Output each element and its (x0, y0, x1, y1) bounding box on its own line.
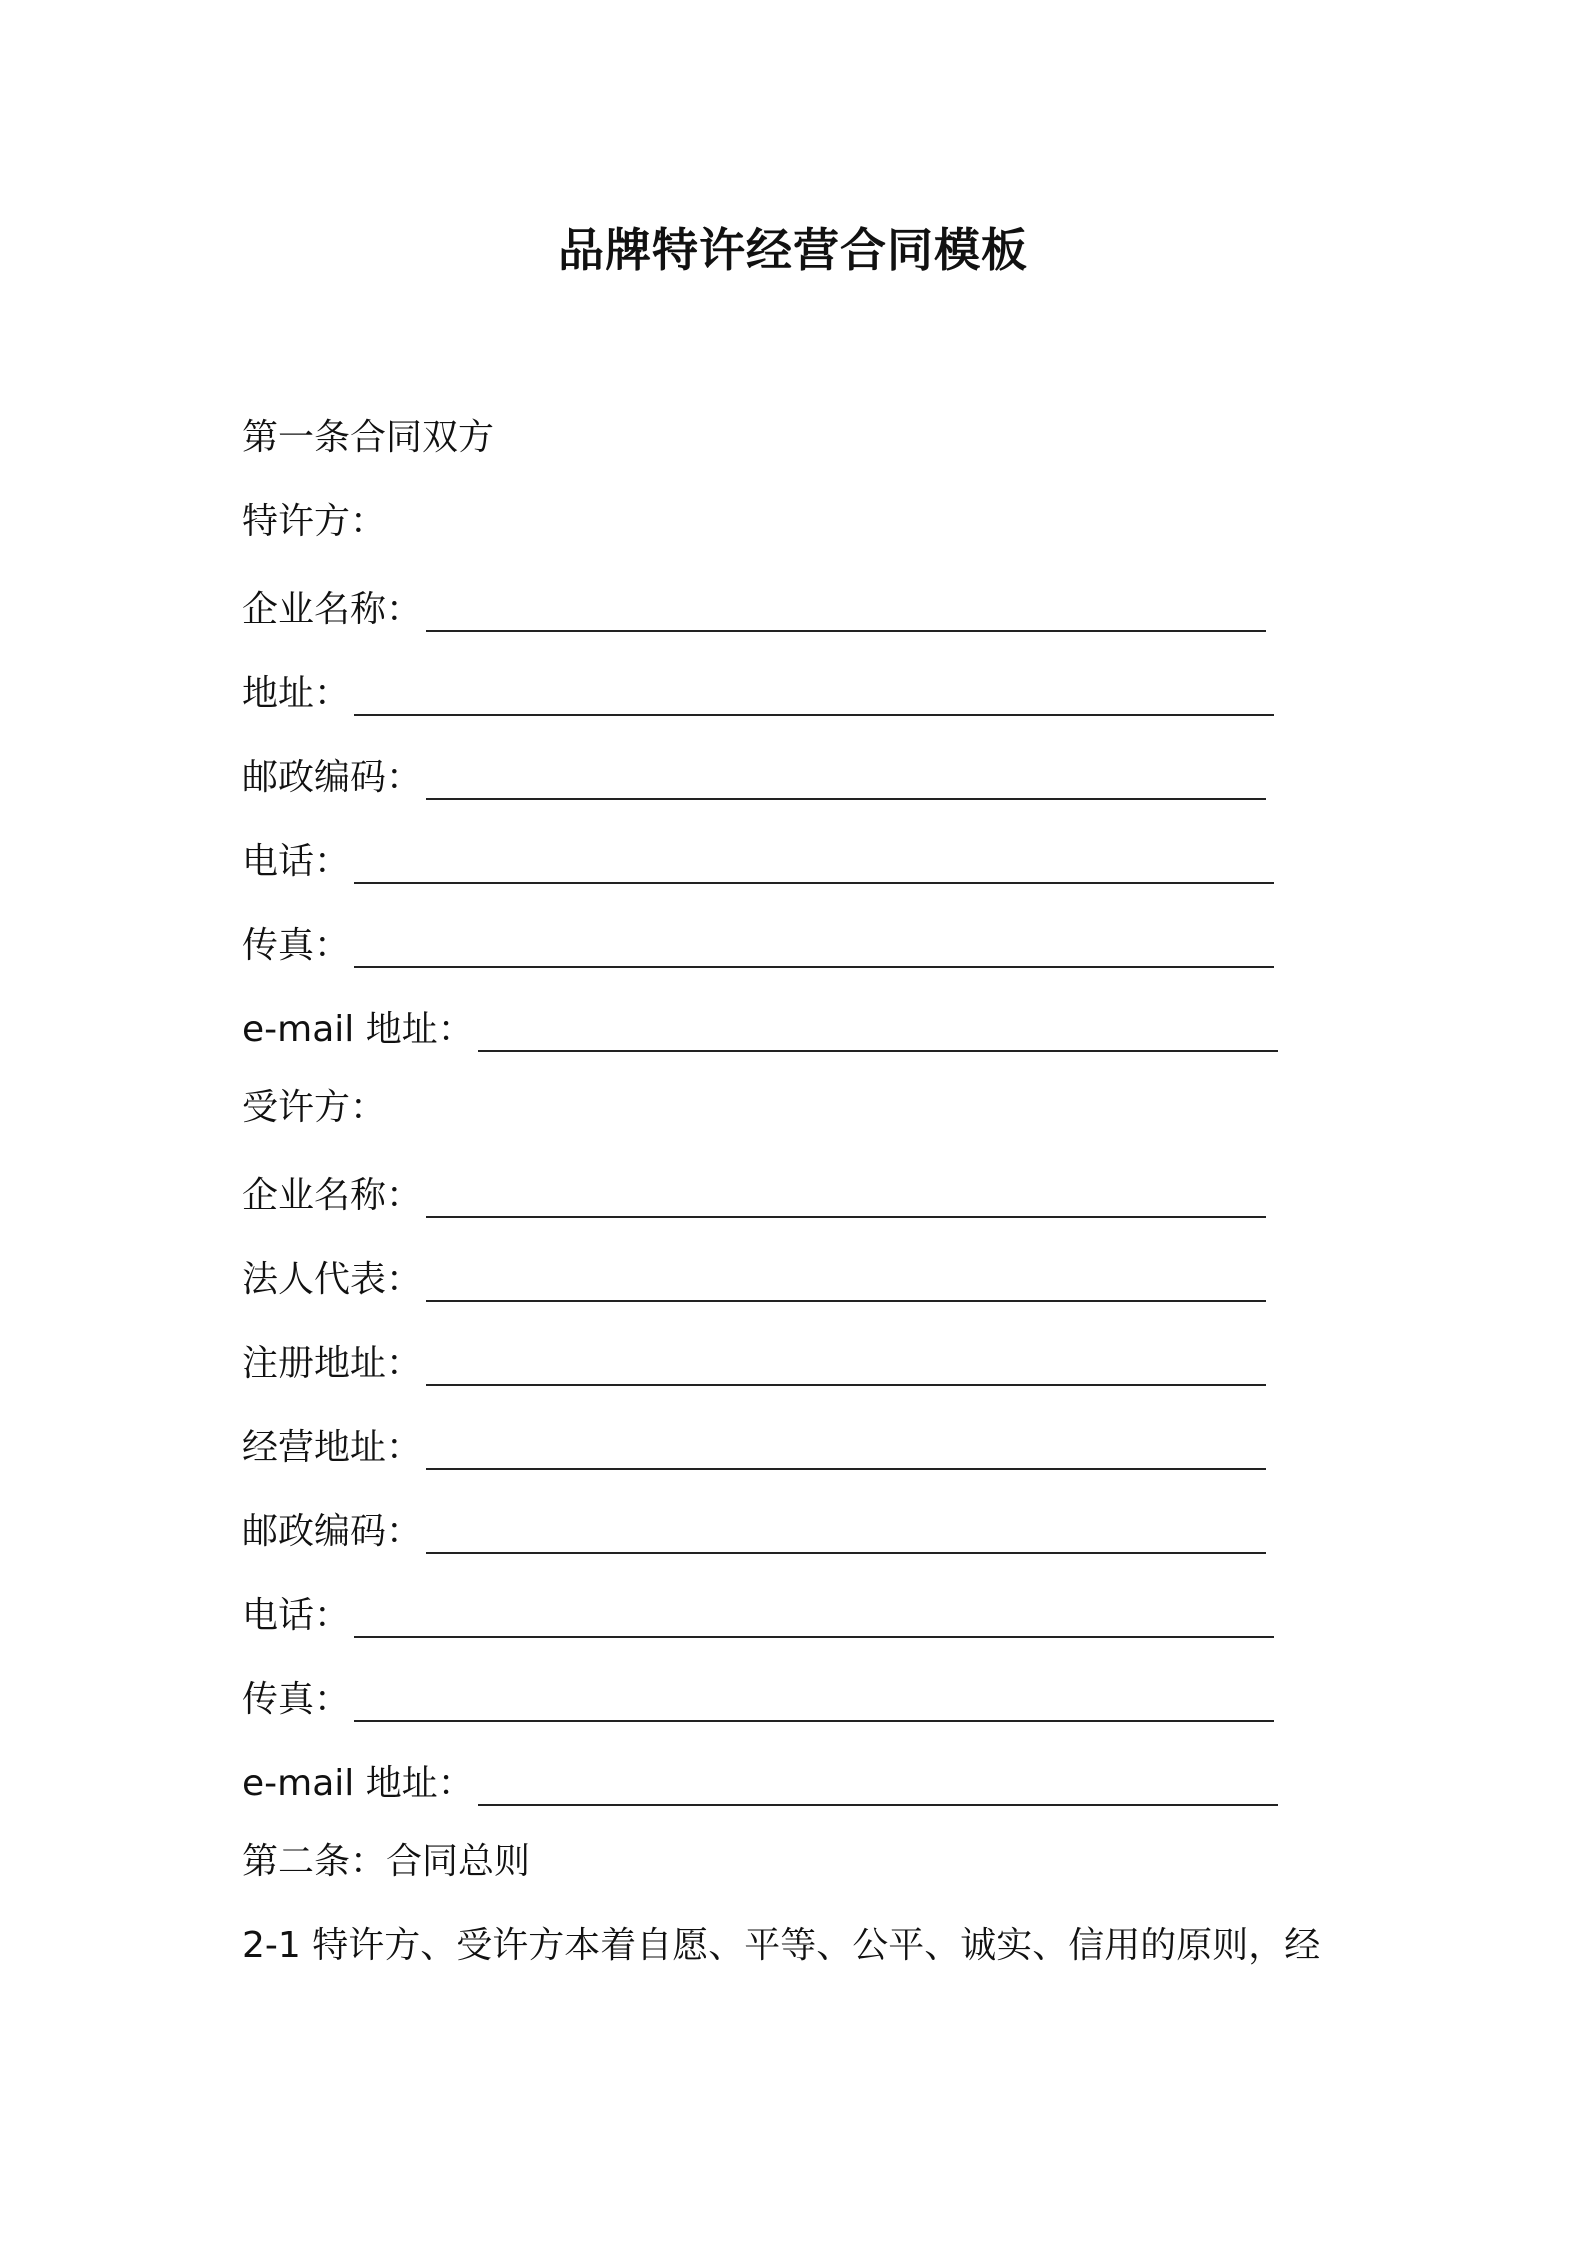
licensor-fax-field (242, 924, 1274, 968)
licensor-company-name-field (242, 588, 1266, 632)
article-1-heading: 第一条合同双方 (242, 417, 495, 458)
fill-in-blank[interactable] (426, 1344, 1266, 1386)
licensor-address-field (242, 672, 1274, 716)
fill-in-blank[interactable] (354, 842, 1274, 884)
field-label: 企业名称： (242, 1175, 423, 1216)
field-label: 经营地址： (242, 1427, 423, 1468)
field-label: 企业名称： (242, 589, 423, 630)
licensor-postal-code-field (242, 756, 1266, 800)
fill-in-blank[interactable] (478, 1010, 1278, 1052)
fill-in-blank[interactable] (426, 1176, 1266, 1218)
licensee-phone-field (242, 1594, 1274, 1638)
licensee-heading: 受许方： (242, 1087, 387, 1128)
clause-2-1: 2-1 特许方、受许方本着自愿、平等、公平、诚实、信用的原则，经 (242, 1925, 1321, 1966)
field-label: 地址： (242, 673, 351, 714)
field-label: 电话： (242, 841, 351, 882)
field-label: e-mail 地址： (242, 1009, 474, 1050)
fill-in-blank[interactable] (426, 1260, 1266, 1302)
fill-in-blank[interactable] (426, 1512, 1266, 1554)
field-label: 法人代表： (242, 1259, 423, 1300)
fill-in-blank[interactable] (426, 758, 1266, 800)
field-label: 邮政编码： (242, 1511, 423, 1552)
fill-in-blank[interactable] (426, 1428, 1266, 1470)
licensee-email-field (242, 1762, 1278, 1806)
fill-in-blank[interactable] (354, 1680, 1274, 1722)
fill-in-blank[interactable] (426, 590, 1266, 632)
field-label: 注册地址： (242, 1343, 423, 1384)
fill-in-blank[interactable] (354, 674, 1274, 716)
licensee-company-name-field (242, 1174, 1266, 1218)
fill-in-blank[interactable] (354, 926, 1274, 968)
fill-in-blank[interactable] (478, 1764, 1278, 1806)
licensor-email-field (242, 1008, 1278, 1052)
licensor-phone-field (242, 840, 1274, 884)
fill-in-blank[interactable] (354, 1596, 1274, 1638)
licensee-postal-code-field (242, 1510, 1266, 1554)
field-label: 邮政编码： (242, 757, 423, 798)
field-label: 传真： (242, 925, 351, 966)
field-label: e-mail 地址： (242, 1763, 474, 1804)
licensee-registered-address-field (242, 1342, 1266, 1386)
document-title: 品牌特许经营合同模板 (558, 223, 1028, 277)
field-label: 电话： (242, 1595, 351, 1636)
licensee-business-address-field (242, 1426, 1266, 1470)
field-label: 传真： (242, 1679, 351, 1720)
article-2-heading: 第二条：合同总则 (242, 1841, 531, 1882)
licensee-legal-representative-field (242, 1258, 1266, 1302)
licensor-heading: 特许方： (242, 501, 387, 542)
licensee-fax-field (242, 1678, 1274, 1722)
